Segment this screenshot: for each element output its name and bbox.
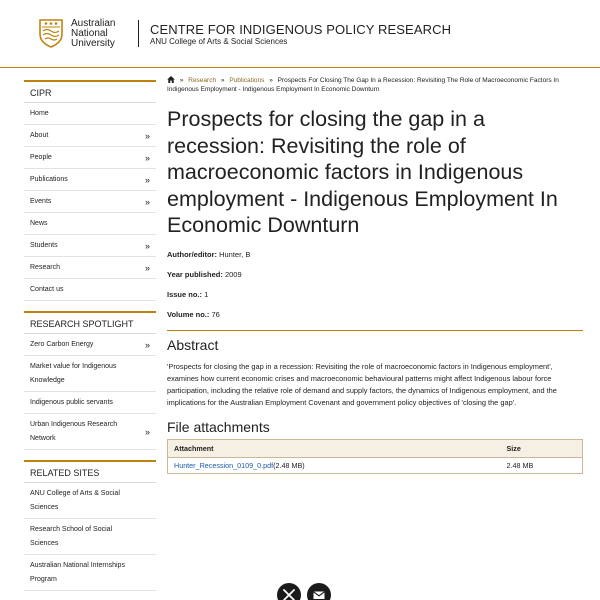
column-header-attachment: Attachment — [168, 439, 501, 457]
related-sites-list — [24, 483, 156, 591]
sidebar-item-label: Indigenous public servants — [30, 399, 113, 406]
breadcrumb-link-publications[interactable]: Publications — [229, 77, 265, 84]
spotlight-item-indigenous-public-servants[interactable] — [24, 392, 156, 414]
site-subtitle[interactable]: ANU College of Arts & Social Sciences — [150, 37, 288, 46]
sidebar-item-label: ANU College of Arts & Social Sciences — [30, 490, 120, 511]
sidebar-item-label: Research School of Social Sciences — [30, 526, 113, 547]
chevron-right-icon[interactable]: » — [144, 130, 150, 141]
university-name-line: National — [71, 28, 108, 39]
sidebar-item-home[interactable] — [24, 103, 156, 125]
email-icon — [313, 589, 325, 600]
publication-metadata — [167, 250, 583, 319]
chevron-right-icon[interactable]: » — [144, 339, 150, 350]
sidebar-item-label: Research — [30, 264, 60, 271]
university-name-line: Australian — [71, 18, 116, 29]
attachment-size-cell: 2.48 MB — [506, 460, 534, 470]
abstract-text: 'Prospects for closing the gap in a recession: Revisiting the role of macroeconomic factors in Indigenous employment', examines how current economic crises and macroeconomic behavioural patterns might affect Indigenous labour force participation, including the relative role of demand and supply factors, the dynamics of Indigenous employment, and the implications for the Australian Employment Covenant and government policy objectives of 'closing the gap'. — [167, 361, 557, 407]
share-email-button[interactable] — [307, 583, 331, 600]
attachments-heading: File attachments — [167, 418, 270, 435]
chevron-right-icon[interactable]: » — [144, 196, 150, 207]
chevron-right-icon[interactable]: » — [144, 152, 150, 163]
home-icon[interactable] — [167, 76, 175, 83]
main-content — [167, 76, 583, 474]
meta-label: Author/editor: — [167, 249, 217, 259]
x-icon — [283, 589, 295, 600]
sidebar-item-label: Australian National Internships Program — [30, 562, 125, 583]
header-divider — [138, 20, 139, 47]
meta-value: Hunter, B — [219, 249, 251, 259]
sidebar-item-students[interactable] — [24, 235, 156, 257]
breadcrumb-separator: » — [269, 77, 273, 84]
chevron-right-icon[interactable]: » — [144, 262, 150, 273]
anu-crest-icon — [38, 18, 64, 48]
sidebar-item-news[interactable] — [24, 213, 156, 235]
site-title[interactable]: CENTRE FOR INDIGENOUS POLICY RESEARCH — [150, 22, 452, 37]
university-name-line: University — [71, 38, 115, 49]
sidebar-item-research[interactable] — [24, 257, 156, 279]
sidebar-item-label: Publications — [30, 176, 68, 183]
meta-issue — [167, 290, 583, 299]
meta-value: 2009 — [224, 269, 242, 279]
meta-year — [167, 270, 583, 279]
table-row — [168, 457, 583, 473]
sidebar-item-events[interactable] — [24, 191, 156, 213]
sidebar-item-label: Urban Indigenous Research Network — [30, 421, 118, 442]
university-name — [71, 19, 115, 49]
attachment-file-link[interactable]: Hunter_Recession_0109_0.pdf — [174, 460, 274, 470]
spotlight-item-zero-carbon-energy[interactable] — [24, 334, 156, 356]
sidebar-heading: RESEARCH SPOTLIGHT — [24, 313, 156, 334]
share-buttons — [277, 583, 337, 600]
spotlight-item-urban-indigenous-research-network[interactable] — [24, 414, 156, 450]
attachment-cell — [168, 457, 501, 473]
chevron-right-icon[interactable]: » — [144, 426, 150, 437]
sidebar — [24, 80, 156, 600]
meta-value: 1 — [204, 289, 209, 299]
attachments-table-body — [168, 457, 583, 473]
abstract-heading: Abstract — [167, 336, 219, 353]
sidebar-nav-list — [24, 103, 156, 301]
sidebar-related-sites — [24, 460, 156, 591]
spotlight-item-market-value-for-indigenous-knowledge[interactable] — [24, 356, 156, 392]
page-title: Prospects for closing the gap in a recession: Revisiting the role of macroeconomic factors in Indigenous employment - Indigenous Employment In Economic Downturn — [167, 107, 558, 237]
related-site-research-school-of-social-sciences[interactable] — [24, 519, 156, 555]
chevron-right-icon[interactable]: » — [144, 240, 150, 251]
related-site-australian-national-internships-program[interactable] — [24, 555, 156, 591]
breadcrumb-link-research[interactable]: Research — [188, 77, 217, 84]
meta-author — [167, 250, 583, 259]
spotlight-list — [24, 334, 156, 450]
attachments-table — [167, 439, 583, 474]
sidebar-item-publications[interactable] — [24, 169, 156, 191]
section-divider — [167, 330, 583, 331]
meta-label: Year published: — [167, 269, 223, 279]
related-site-anu-college-of-arts-social-sciences[interactable] — [24, 483, 156, 519]
sidebar-item-contact-us[interactable] — [24, 279, 156, 301]
column-header-size: Size — [501, 439, 583, 457]
sidebar-heading[interactable]: CIPR — [24, 82, 156, 103]
breadcrumb-current: Prospects For Closing The Gap In a Recession: Revisiting The Role of Macroeconomic Factors In Indigenous Employment - Indigenous Employment In Economic Downturn — [167, 77, 559, 93]
sidebar-item-label: Home — [30, 110, 49, 117]
chevron-right-icon[interactable]: » — [144, 174, 150, 185]
anu-logo[interactable] — [38, 18, 122, 50]
meta-volume — [167, 310, 583, 319]
sidebar-item-label: People — [30, 154, 52, 161]
sidebar-nav — [24, 80, 156, 301]
sidebar-heading: RELATED SITES — [24, 462, 156, 483]
sidebar-item-label: Zero Carbon Energy — [30, 341, 94, 348]
sidebar-item-label: Contact us — [30, 286, 64, 293]
site-header — [0, 0, 600, 68]
table-header-row — [168, 439, 583, 457]
sidebar-item-about[interactable] — [24, 125, 156, 147]
meta-value: 76 — [211, 309, 220, 319]
sidebar-item-label: About — [30, 132, 49, 139]
breadcrumb-separator: » — [179, 77, 184, 84]
sidebar-item-label: News — [30, 220, 48, 227]
sidebar-item-label: Events — [30, 198, 52, 205]
attachment-inline-size: (2.48 MB) — [273, 460, 305, 470]
meta-label: Issue no.: — [167, 289, 203, 299]
sidebar-item-people[interactable] — [24, 147, 156, 169]
breadcrumb-separator: » — [220, 77, 225, 84]
meta-label: Volume no.: — [167, 309, 210, 319]
breadcrumb — [167, 76, 583, 94]
sidebar-item-label: Market value for Indigenous Knowledge — [30, 363, 117, 384]
share-x-button[interactable] — [277, 583, 301, 600]
sidebar-research-spotlight — [24, 311, 156, 450]
sidebar-item-label: Students — [30, 242, 58, 249]
